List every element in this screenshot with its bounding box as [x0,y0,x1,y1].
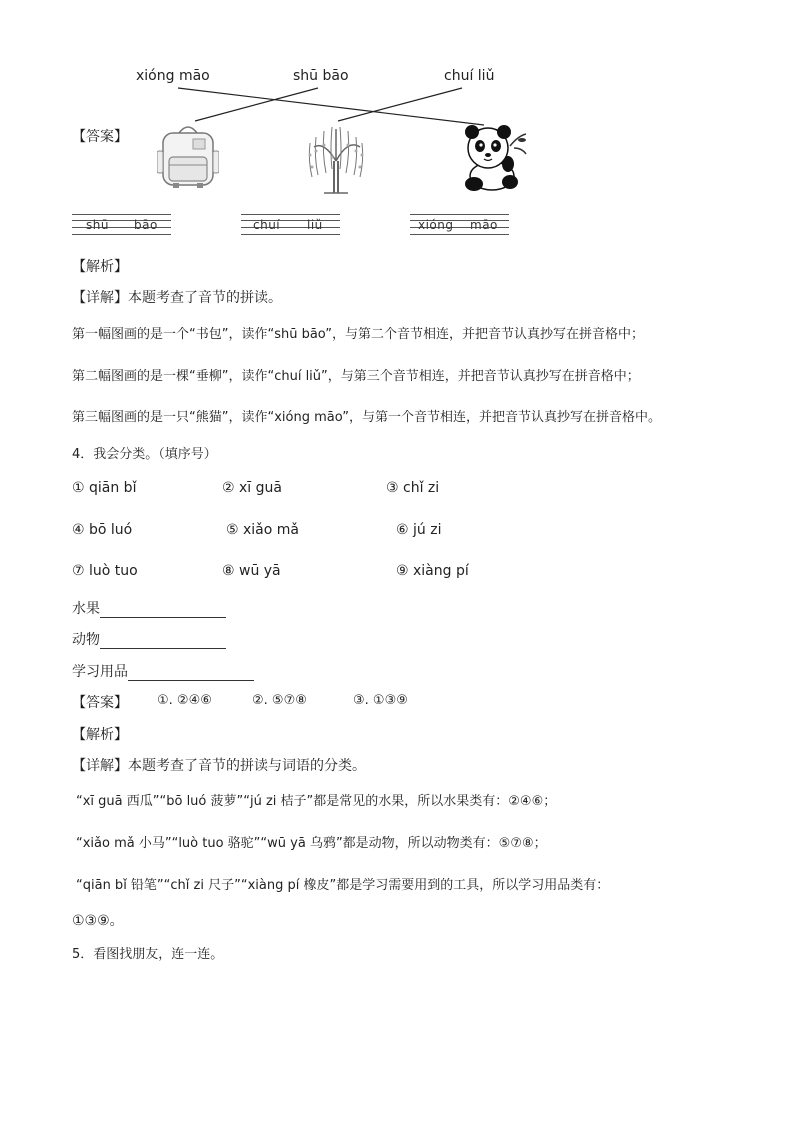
option-3: ③ chǐ zi [386,480,440,496]
blank-animal-label: 动物 [72,632,100,648]
option-5: ⑤ xiǎo mǎ [226,522,299,538]
pinyin-label-3: chuí liǔ [444,68,495,84]
pinyin-box-1-a: shū [86,218,109,232]
pinyin-box-3-a: xióng [418,218,454,232]
option-2: ② xī guā [222,480,282,496]
analysis-tag: 【解析】 [72,259,128,275]
panda-icon [458,122,528,194]
option-7: ⑦ luò tuo [72,563,138,579]
q4-detail-line-4: “qiān bǐ 铅笔”“chǐ zi 尺子”“xiàng pí 橡皮”都是学习需要用到的工具，所以学习用品类有： [76,878,610,893]
blank-stationery-line[interactable] [128,664,254,681]
q4-detail-line-5: ①③⑨。 [72,913,124,929]
willow-tree-icon [304,121,370,195]
q4-detail-line-1: 【详解】本题考查了音节的拼读与词语的分类。 [72,758,366,774]
pinyin-label-2: shū bāo [293,68,349,84]
pinyin-box-3-b: māo [470,218,498,232]
pinyin-label-1: xióng māo [136,68,210,84]
answer-3: ③. ①③⑨ [353,693,408,708]
answer-tag: 【答案】 [72,129,128,145]
question-5-title: 5．看图找朋友，连一连。 [72,947,224,962]
pinyin-box-2-a: chuí [253,218,281,232]
pinyin-box-2[interactable] [241,214,340,234]
answer-1: ①. ②④⑥ [157,693,212,708]
answer-tag-q4: 【答案】 [72,695,128,711]
option-4: ④ bō luó [72,522,133,538]
schoolbag-icon [157,121,219,189]
blank-animal [72,629,226,649]
blank-stationery [72,661,254,681]
answer-2: ②. ⑤⑦⑧ [252,693,307,708]
pinyin-box-2-b: liǔ [307,218,323,232]
analysis-tag-q4: 【解析】 [72,727,128,743]
option-6: ⑥ jú zi [396,522,442,538]
q4-detail-line-3: “xiǎo mǎ 小马”“luò tuo 骆驼”“wū yā 乌鸦”都是动物，所以动物类有：⑤⑦⑧； [76,836,547,851]
q4-detail-line-2: “xī guā 西瓜”“bō luó 菠萝”“jú zi 桔子”都是常见的水果，所以水果类有：②④⑥； [76,794,557,809]
pinyin-box-1[interactable] [72,214,171,234]
connecting-lines [0,0,794,200]
pinyin-box-1-b: bāo [134,218,158,232]
blank-fruit [72,598,226,618]
blank-fruit-line[interactable] [100,601,226,618]
blank-stationery-label: 学习用品 [72,664,128,680]
option-8: ⑧ wū yā [222,563,281,579]
option-1: ① qiān bǐ [72,480,137,496]
blank-animal-line[interactable] [100,632,226,649]
detail-line-2: 第一幅图画的是一个“书包”，读作“shū bāo”，与第二个音节相连，并把音节认真抄写在拼音格中； [72,327,645,342]
detail-line-3: 第二幅图画的是一棵“垂柳”，读作“chuí liǔ”，与第三个音节相连，并把音节认真抄写在拼音格中； [72,369,640,384]
detail-line-1: 【详解】本题考查了音节的拼读。 [72,290,282,306]
question-4-title: 4．我会分类。（填序号） [72,447,217,462]
option-9: ⑨ xiàng pí [396,563,469,579]
detail-line-4: 第三幅图画的是一只“熊猫”，读作“xióng māo”，与第一个音节相连，并把音节认真抄写在拼音格中。 [72,410,661,425]
blank-fruit-label: 水果 [72,601,100,617]
pinyin-box-3[interactable] [410,214,509,234]
